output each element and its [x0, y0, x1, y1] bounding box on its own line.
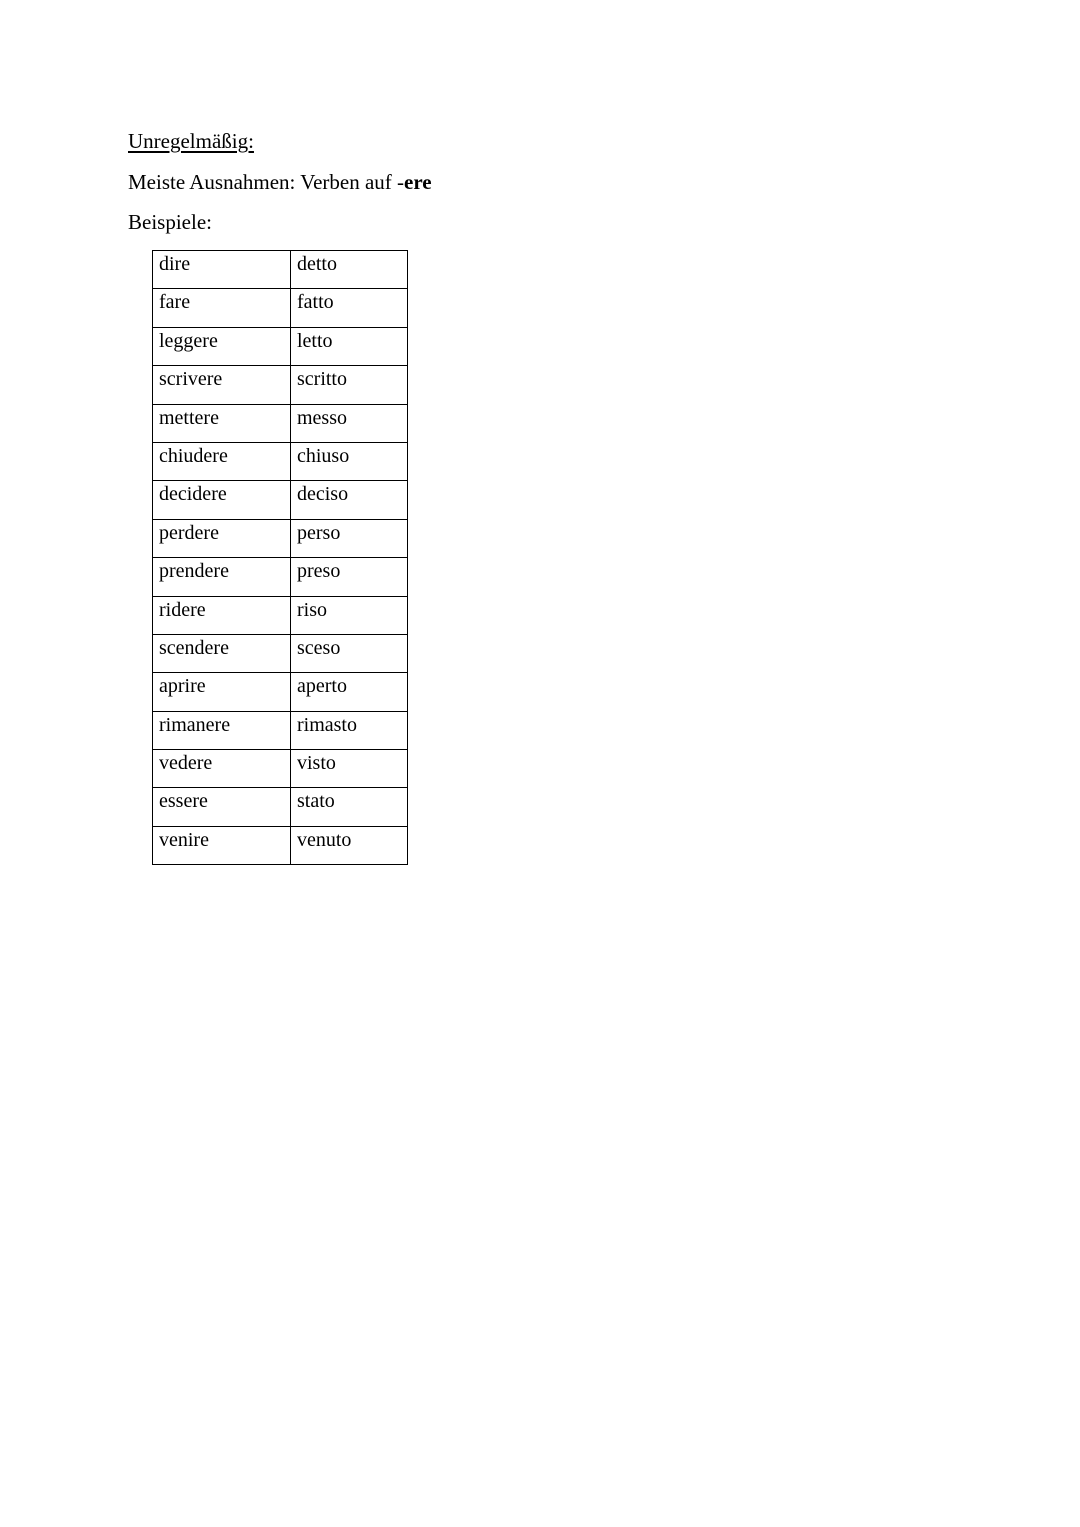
- participle-cell: perso: [291, 519, 408, 557]
- verb-table: [152, 250, 408, 865]
- participle-cell: aperto: [291, 673, 408, 711]
- intro-suffix: ere: [404, 170, 432, 194]
- examples-label: Beispiele:: [128, 210, 212, 234]
- verb-table-body: [153, 251, 408, 865]
- infinitive-cell: scrivere: [153, 366, 291, 404]
- infinitive-cell: perdere: [153, 519, 291, 557]
- table-row: [153, 826, 408, 864]
- participle-cell: messo: [291, 404, 408, 442]
- table-row: [153, 481, 408, 519]
- participle-cell: scritto: [291, 366, 408, 404]
- infinitive-cell: leggere: [153, 327, 291, 365]
- section-heading: Unregelmäßig:: [128, 129, 254, 153]
- participle-cell: deciso: [291, 481, 408, 519]
- participle-cell: letto: [291, 327, 408, 365]
- infinitive-cell: scendere: [153, 634, 291, 672]
- table-row: [153, 558, 408, 596]
- participle-cell: riso: [291, 596, 408, 634]
- participle-cell: chiuso: [291, 442, 408, 480]
- table-row: [153, 442, 408, 480]
- table-row: [153, 788, 408, 826]
- table-row: [153, 519, 408, 557]
- intro-line: [128, 169, 432, 195]
- table-row: [153, 251, 408, 289]
- participle-cell: rimasto: [291, 711, 408, 749]
- participle-cell: venuto: [291, 826, 408, 864]
- table-row: [153, 711, 408, 749]
- infinitive-cell: dire: [153, 251, 291, 289]
- infinitive-cell: prendere: [153, 558, 291, 596]
- table-row: [153, 289, 408, 327]
- infinitive-cell: decidere: [153, 481, 291, 519]
- infinitive-cell: vedere: [153, 750, 291, 788]
- participle-cell: stato: [291, 788, 408, 826]
- participle-cell: fatto: [291, 289, 408, 327]
- infinitive-cell: fare: [153, 289, 291, 327]
- participle-cell: visto: [291, 750, 408, 788]
- infinitive-cell: rimanere: [153, 711, 291, 749]
- infinitive-cell: chiudere: [153, 442, 291, 480]
- infinitive-cell: essere: [153, 788, 291, 826]
- table-row: [153, 404, 408, 442]
- table-row: [153, 750, 408, 788]
- intro-text: Meiste Ausnahmen: Verben auf -: [128, 170, 405, 194]
- participle-cell: preso: [291, 558, 408, 596]
- infinitive-cell: ridere: [153, 596, 291, 634]
- infinitive-cell: mettere: [153, 404, 291, 442]
- infinitive-cell: venire: [153, 826, 291, 864]
- participle-cell: detto: [291, 251, 408, 289]
- table-row: [153, 673, 408, 711]
- table-row: [153, 634, 408, 672]
- table-row: [153, 366, 408, 404]
- infinitive-cell: aprire: [153, 673, 291, 711]
- table-row: [153, 596, 408, 634]
- participle-cell: sceso: [291, 634, 408, 672]
- table-row: [153, 327, 408, 365]
